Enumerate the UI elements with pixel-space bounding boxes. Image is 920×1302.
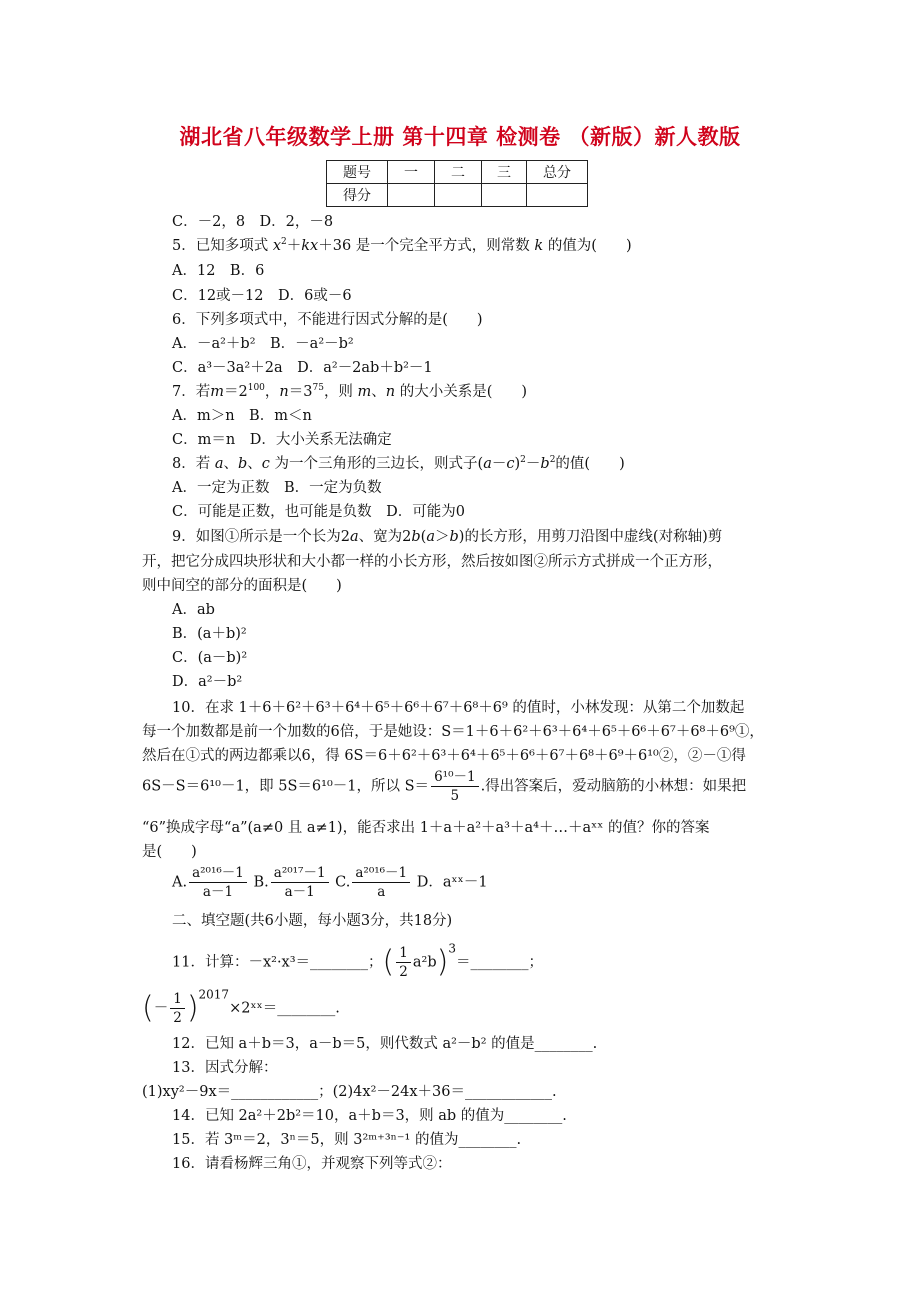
q13-parts: (1)xy²－9x＝____________；(2)4x²－24x＋36＝____________.	[142, 1084, 557, 1100]
q10-text-b: .得出答案后，爱动脑筋的小林想：如果把	[480, 778, 747, 795]
q10-option-b-den: a－1	[284, 884, 315, 900]
score-table-header-row	[327, 161, 588, 184]
q11-text-c: ×2ˣˣ＝________.	[229, 1000, 340, 1017]
q10-stem-line4	[142, 768, 746, 805]
q8-text-b: 为一个三角形的三边长，则式子	[274, 456, 478, 472]
q7-options-ab: A．m＞n B．m＜n	[172, 408, 312, 424]
q9-option-d: D．a²－b²	[172, 674, 243, 690]
q9-stem-line1: 9．如图①所示是一个长为2a、宽为2b(a＞b)的长方形，用剪刀沿图中虚线(对称轴)剪	[172, 529, 723, 545]
q5-options-ab: A．12 B．6	[172, 263, 265, 279]
q11-half	[396, 944, 411, 981]
q9-stem-line2: 开，把它分成四块形状和大小都一样的小长方形，然后按如图②所示方式拼成一个正方形，	[142, 554, 722, 570]
q8-options-ab: A．一定为正数 B．一定为负数	[172, 480, 382, 496]
q4-options-cd: C．－2，8 D．2，－8	[172, 214, 334, 230]
q8-stem: 8．若 a、b、c 为一个三角形的三边长，则式子$(a-c)^2-b^2$的值( )	[172, 455, 625, 472]
q10-option-c-label: C.	[335, 874, 351, 891]
q10-fraction-num: 6¹⁰－1	[431, 768, 479, 787]
q9-text-c: 的长方形，用剪刀沿图中虚线(对称轴)剪	[464, 529, 723, 545]
q11-pow-1: 3	[448, 941, 456, 956]
q10-stem-line3: 然后在①式的两边都乘以6，得 6S＝6＋6²＋6³＋6⁴＋6⁵＋6⁶＋6⁷＋6⁸＋6⁹＋6¹⁰②，②－①得	[142, 748, 746, 764]
score-cell-label: 题号	[327, 161, 388, 184]
q5-options-cd: C．12或－12 D．6或－6	[172, 288, 352, 304]
q10-option-a-label: A.	[172, 874, 188, 891]
q11-mhalf-den: 2	[173, 1010, 182, 1026]
q7-options-cd	[172, 430, 392, 450]
q11-pow-2: 2017	[198, 987, 230, 1002]
q11-text-b: ＝________；	[455, 954, 543, 971]
score-blank-3	[482, 184, 527, 207]
q10-option-a-num: a²⁰¹⁶－1	[189, 864, 247, 883]
score-blank-2	[435, 184, 482, 207]
q10-text-a: 6S－S＝6¹⁰－1，即 5S＝6¹⁰－1，所以 S＝	[142, 778, 430, 795]
q11-line2: (－ $\frac{1}{2}$ )$^{2017}$×2ˣˣ＝________.	[142, 987, 340, 1026]
score-cell-2: 二	[435, 161, 482, 184]
q11-half-num: 1	[396, 944, 411, 963]
q7-text-c: 的大小关系是( )	[399, 384, 528, 400]
q11-mhalf-num: 1	[170, 990, 185, 1009]
score-cell-3: 三	[482, 161, 527, 184]
q10-fraction	[431, 768, 479, 805]
q10-option-c-num: a²⁰¹⁶－1	[352, 864, 410, 883]
q10-option-b	[271, 864, 329, 901]
q10-option-b-num: a²⁰¹⁷－1	[271, 864, 329, 883]
q9-text-b: 、宽为2	[358, 529, 412, 545]
score-cell-1: 一	[388, 161, 435, 184]
q9-option-b: B．(a＋b)²	[172, 626, 247, 642]
score-table	[326, 160, 588, 207]
q8-text-a: 8．若	[172, 456, 211, 472]
q7-text-a: 7．若	[172, 384, 211, 400]
q8-options-cd: C．可能是正数，也可能是负数 D．可能为0	[172, 504, 465, 520]
q6-stem: 6．下列多项式中，不能进行因式分解的是( )	[172, 312, 483, 328]
q6-options-cd: C．a³－3a²＋2a D．a²－2ab＋b²－1	[172, 360, 433, 376]
q11-line1: 11．计算：－x²·x³＝________；( $\frac{1}{2}$ a²b)$^3$＝________；	[172, 941, 543, 980]
q16: 16．请看杨辉三角①，并观察下列等式②：	[172, 1156, 452, 1172]
q11-half-den: 2	[399, 964, 408, 980]
score-blank-total	[527, 184, 588, 207]
q12: 12．已知 a＋b＝3，a－b＝5，则代数式 a²－b² 的值是________.	[172, 1036, 598, 1052]
q7-text-b: ，则	[323, 384, 353, 400]
q9-option-c: C．(a－b)²	[172, 650, 248, 666]
q5-text-a: 5．已知多项式	[172, 238, 273, 254]
q9-option-a: A．ab	[172, 602, 215, 618]
q10-option-a-den: a－1	[202, 884, 234, 900]
page-title: 湖北省八年级数学上册 第十四章 检测卷 （新版）新人教版	[179, 124, 741, 149]
score-table-value-row	[327, 184, 588, 207]
q11-minus-half	[170, 990, 185, 1027]
q11-text-a: 11．计算：－x²·x³＝________；	[172, 954, 383, 971]
score-blank-1	[388, 184, 435, 207]
q7-option-c: C．m＝n	[172, 432, 236, 448]
q10-option-b-label: B.	[253, 874, 269, 891]
q7-option-d: D．大小关系无法确定	[249, 432, 392, 448]
q5-text-c: 的值为( )	[547, 238, 632, 254]
q10-options	[172, 864, 488, 901]
q10-stem-line2: 每一个加数都是前一个加数的6倍，于是她设：S＝1＋6＋6²＋6³＋6⁴＋6⁵＋6⁶＋6⁷＋6⁸＋6⁹①，	[142, 724, 764, 740]
q10-stem-line5: “6”换成字母“a”(a≠0 且 a≠1)，能否求出 1＋a＋a²＋a³＋a⁴＋…＋aˣˣ 的值？你的答案	[142, 820, 710, 836]
q10-option-c-den: a	[377, 884, 386, 900]
q10-fraction-den: 5	[450, 788, 460, 804]
score-cell-total: 总分	[527, 161, 588, 184]
q10-option-d: D．aˣˣ－1	[416, 874, 488, 891]
section-2-heading: 二、填空题(共6小题，每小题3分，共18分)	[172, 913, 453, 929]
q10-stem-line1: 10．在求 1＋6＋6²＋6³＋6⁴＋6⁵＋6⁶＋6⁷＋6⁸＋6⁹ 的值时，小林发现：从第二个加数起	[172, 700, 745, 716]
q5-text-b: 是一个完全平方式，则常数	[355, 238, 530, 254]
q10-option-c	[352, 864, 410, 901]
q7-stem: 7．若$m=2^{100}$，$n=3^{75}$，则 m、n 的大小关系是( )	[172, 383, 528, 400]
q8-text-c: 的值( )	[555, 456, 625, 472]
q9-stem-line3: 则中间空的部分的面积是( )	[142, 578, 342, 594]
q11-inner: a²b	[412, 954, 437, 971]
q13: 13．因式分解：	[172, 1060, 278, 1076]
q9-text-a: 9．如图①所示是一个长为2	[172, 529, 350, 545]
q15: 15．若 3ᵐ＝2，3ⁿ＝5，则 3²ᵐ⁺³ⁿ⁻¹ 的值为________.	[172, 1132, 522, 1148]
q6-options-ab: A．－a²＋b² B．－a²－b²	[172, 336, 354, 352]
q14: 14．已知 2a²＋2b²＝10，a＋b＝3，则 ab 的值为________.	[172, 1108, 567, 1124]
q10-option-a	[189, 864, 247, 901]
q10-stem-line6: 是( )	[142, 844, 197, 860]
q5-stem: 5．已知多项式 $x^2+kx+36$ 是一个完全平方式，则常数 k 的值为( )	[172, 237, 632, 254]
score-row-label: 得分	[327, 184, 388, 207]
